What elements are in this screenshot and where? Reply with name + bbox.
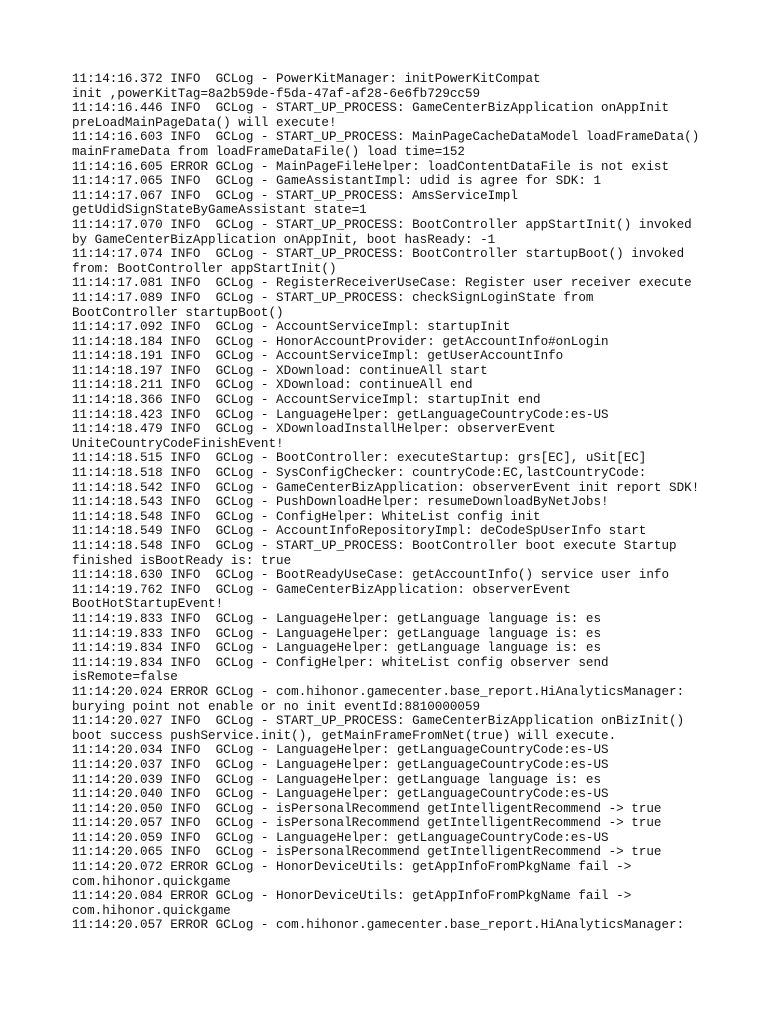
log-line: 11:14:17.070 INFO GCLog - START_UP_PROCESS: BootController appStartInit() invoked — [72, 217, 692, 232]
log-line: 11:14:16.446 INFO GCLog - START_UP_PROCESS: GameCenterBizApplication onAppInit — [72, 101, 670, 116]
log-line: 11:14:16.372 INFO GCLog - PowerKitManager: initPowerKitCompat — [72, 72, 541, 86]
log-line: 11:14:20.072 ERROR GCLog - HonorDeviceUtils: getAppInfoFromPkgName fail -> — [72, 860, 632, 875]
log-line: 11:14:17.092 INFO GCLog - AccountServiceImpl: startupInit — [72, 320, 511, 335]
log-line: 11:14:18.542 INFO GCLog - GameCenterBizApplication: observerEvent init report SDK! — [72, 480, 700, 495]
log-line: init ,powerKitTag=8a2b59de-f5da-47af-af28-6e6fb729cc59 — [72, 86, 481, 101]
log-line: 11:14:18.548 INFO GCLog - START_UP_PROCESS: BootController boot execute Startup — [72, 539, 677, 553]
log-line: 11:14:18.515 INFO GCLog - BootController: executeStartup: grs[EC], uSit[EC] — [72, 451, 647, 466]
log-line: 11:14:19.833 INFO GCLog - LanguageHelper: getLanguage language is: es — [72, 626, 602, 641]
log-line: 11:14:20.024 ERROR GCLog - com.hihonor.gamecenter.base_report.HiAnalyticsManager: — [72, 684, 685, 699]
log-line: 11:14:20.084 ERROR GCLog - HonorDeviceUtils: getAppInfoFromPkgName fail -> — [72, 889, 632, 904]
log-line: 11:14:17.065 INFO GCLog - GameAssistantImpl: udid is agree for SDK: 1 — [72, 174, 602, 189]
log-line: preLoadMainPageData() will execute! — [72, 115, 337, 130]
document-page — [72, 72, 712, 933]
log-line: BootHotStartupEvent! — [72, 597, 224, 612]
log-line: 11:14:17.074 INFO GCLog - START_UP_PROCESS: BootController startupBoot() invoked — [72, 247, 685, 262]
log-line: 11:14:20.037 INFO GCLog - LanguageHelper: getLanguageCountryCode:es-US — [72, 757, 609, 772]
log-line: 11:14:18.197 INFO GCLog - XDownload: continueAll start — [72, 363, 488, 378]
log-line: from: BootController appStartInit() — [72, 261, 337, 276]
log-line: 11:14:18.423 INFO GCLog - LanguageHelper: getLanguageCountryCode:es-US — [72, 407, 609, 422]
log-line: UniteCountryCodeFinishEvent! — [72, 436, 284, 451]
log-line: mainFrameData from loadFrameDataFile() load time=152 — [72, 144, 465, 159]
log-line: 11:14:20.065 INFO GCLog - isPersonalRecommend getIntelligentRecommend -> true — [72, 845, 662, 860]
log-line: 11:14:19.762 INFO GCLog - GameCenterBizApplication: observerEvent — [72, 582, 571, 597]
log-line: 11:14:18.543 INFO GCLog - PushDownloadHelper: resumeDownloadByNetJobs! — [72, 495, 609, 510]
log-line: 11:14:19.834 INFO GCLog - ConfigHelper: whiteList config observer send — [72, 655, 609, 670]
log-line: com.hihonor.quickgame — [72, 903, 231, 918]
log-line: 11:14:16.605 ERROR GCLog - MainPageFileHelper: loadContentDataFile is not exist — [72, 159, 670, 174]
log-text-block — [72, 72, 712, 933]
log-line: 11:14:18.191 INFO GCLog - AccountServiceImpl: getUserAccountInfo — [72, 349, 564, 364]
log-line: 11:14:19.833 INFO GCLog - LanguageHelper: getLanguage language is: es — [72, 611, 602, 626]
log-line: 11:14:17.089 INFO GCLog - START_UP_PROCESS: checkSignLoginState from — [72, 290, 594, 305]
log-line: com.hihonor.quickgame — [72, 874, 231, 889]
log-line: BootController startupBoot() — [72, 305, 284, 320]
log-line: 11:14:20.039 INFO GCLog - LanguageHelper: getLanguage language is: es — [72, 772, 602, 787]
log-line: by GameCenterBizApplication onAppInit, boot hasReady: -1 — [72, 232, 496, 247]
log-line: 11:14:18.518 INFO GCLog - SysConfigChecker: countryCode:EC,lastCountryCode: — [72, 466, 647, 481]
log-line: isRemote=false — [72, 670, 178, 685]
log-line: 11:14:20.034 INFO GCLog - LanguageHelper: getLanguageCountryCode:es-US — [72, 743, 609, 758]
log-line: 11:14:18.184 INFO GCLog - HonorAccountProvider: getAccountInfo#onLogin — [72, 334, 609, 349]
log-line: 11:14:18.630 INFO GCLog - BootReadyUseCase: getAccountInfo() service user info — [72, 568, 670, 583]
log-line: 11:14:18.479 INFO GCLog - XDownloadInstallHelper: observerEvent — [72, 422, 556, 437]
log-line: 11:14:20.050 INFO GCLog - isPersonalRecommend getIntelligentRecommend -> true — [72, 801, 662, 816]
log-line: 11:14:17.067 INFO GCLog - START_UP_PROCESS: AmsServiceImpl — [72, 188, 518, 203]
log-line: 11:14:20.040 INFO GCLog - LanguageHelper: getLanguageCountryCode:es-US — [72, 787, 609, 802]
log-line: 11:14:16.603 INFO GCLog - START_UP_PROCESS: MainPageCacheDataModel loadFrameData() — [72, 130, 700, 145]
log-line: getUdidSignStateByGameAssistant state=1 — [72, 203, 367, 218]
log-line: 11:14:18.366 INFO GCLog - AccountServiceImpl: startupInit end — [72, 393, 541, 408]
log-line: 11:14:17.081 INFO GCLog - RegisterReceiverUseCase: Register user receiver execute — [72, 276, 692, 291]
log-line: 11:14:20.057 INFO GCLog - isPersonalRecommend getIntelligentRecommend -> true — [72, 816, 662, 831]
log-line: 11:14:20.057 ERROR GCLog - com.hihonor.gamecenter.base_report.HiAnalyticsManager: — [72, 918, 685, 933]
log-line: boot success pushService.init(), getMainFrameFromNet(true) will execute. — [72, 728, 617, 743]
log-line: 11:14:20.027 INFO GCLog - START_UP_PROCESS: GameCenterBizApplication onBizInit() — [72, 714, 685, 729]
log-line: burying point not enable or no init eventId:8810000059 — [72, 699, 481, 714]
log-line: finished isBootReady is: true — [72, 553, 292, 568]
log-line: 11:14:18.549 INFO GCLog - AccountInfoRepositoryImpl: deCodeSpUserInfo start — [72, 524, 647, 539]
log-line: 11:14:20.059 INFO GCLog - LanguageHelper: getLanguageCountryCode:es-US — [72, 830, 609, 845]
log-line: 11:14:18.548 INFO GCLog - ConfigHelper: WhiteList config init — [72, 509, 541, 524]
log-line: 11:14:19.834 INFO GCLog - LanguageHelper: getLanguage language is: es — [72, 641, 602, 656]
log-line: 11:14:18.211 INFO GCLog - XDownload: continueAll end — [72, 378, 473, 393]
